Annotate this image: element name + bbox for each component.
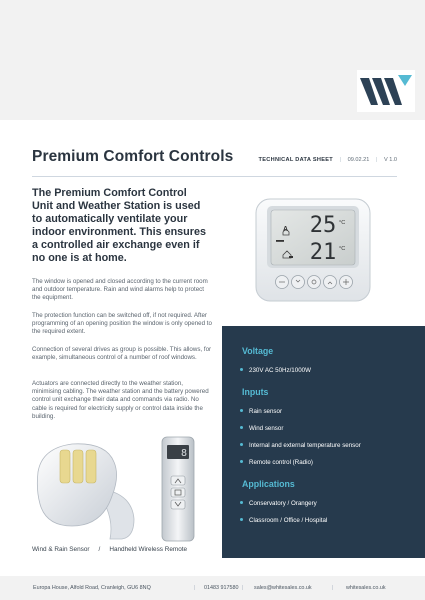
company-logo — [357, 70, 415, 112]
voltage-heading: Voltage — [242, 346, 274, 356]
footer-phone[interactable]: 01483 917580 — [204, 585, 239, 591]
bullet-icon — [240, 460, 243, 463]
doc-date: 09.02.21 — [347, 157, 370, 163]
spec-item: Classroom / Office / Hospital — [240, 517, 327, 524]
handheld-remote-image — [160, 436, 196, 542]
page-title: Premium Comfort Controls — [32, 148, 234, 165]
spec-item: Remote control (Radio) — [240, 459, 313, 466]
bullet-icon — [240, 518, 243, 521]
caption-remote: Handheld Wireless Remote — [109, 546, 188, 553]
inputs-heading: Inputs — [242, 387, 269, 397]
lcd-bottom-temperature: 21 — [309, 240, 337, 265]
document-meta — [259, 157, 397, 163]
footer-separator: | — [242, 585, 244, 591]
spec-item: Conservatory / Orangery — [240, 500, 317, 507]
thermostat-image — [253, 196, 373, 304]
bullet-icon — [240, 501, 243, 504]
specification-panel — [222, 326, 425, 558]
doc-version: V 1.0 — [383, 157, 397, 163]
caption-sensor: Wind & Rain Sensor — [32, 546, 90, 553]
bullet-icon — [240, 368, 243, 371]
lcd-unit-top: °C — [339, 220, 346, 226]
footer-separator: | — [332, 585, 334, 591]
footer-website[interactable]: whitesales.co.uk — [346, 585, 386, 591]
spec-item: 230V AC 50Hz/1000W — [240, 367, 311, 374]
spec-item: Wind sensor — [240, 425, 283, 432]
body-paragraph: Actuators are connected directly to the weather station, minimising cabling. The weather station and the battery powered control unit exchange their data and commands via radio. No cable is required for electricity supply or control data inside the building. — [32, 380, 209, 420]
applications-heading: Applications — [242, 479, 295, 489]
page-footer — [0, 576, 425, 600]
bullet-icon — [240, 426, 243, 429]
footer-separator: | — [194, 585, 196, 591]
meta-separator: | — [339, 157, 342, 163]
body-paragraph: Connection of several drives as group is possible. This allows, for example, simultaneous control of a number of roof windows. — [32, 346, 212, 362]
bullet-icon — [240, 443, 243, 446]
body-paragraph: The protection function can be switched off, if not required. After programming of an opening position the window is only opened to the required extent. — [32, 312, 212, 336]
document-header — [32, 148, 397, 177]
wind-rain-sensor-image — [30, 434, 140, 542]
remote-display-digit: 8 — [180, 448, 188, 459]
body-paragraph: The window is opened and closed according to the current room and outdoor temperature. Rain and wind alarms help to protect the equipment. — [32, 278, 208, 302]
bullet-icon — [240, 409, 243, 412]
product-captions — [32, 546, 187, 553]
lcd-mode-letter: A — [283, 226, 289, 233]
spec-item: Rain sensor — [240, 408, 282, 415]
lcd-unit-bottom: °C — [339, 246, 346, 252]
footer-email[interactable]: sales@whitesales.co.uk — [254, 585, 312, 591]
footer-address: Europa House, Alfold Road, Cranleigh, GU6 8NQ — [33, 585, 151, 591]
lcd-top-temperature: 25 — [309, 213, 337, 238]
meta-separator: | — [375, 157, 378, 163]
intro-paragraph: The Premium Comfort Control Unit and Weather Station is used to automatically ventilate your indoor environment. This ensures a controlled air exchange even if no one is at home. — [32, 187, 206, 264]
caption-separator: / — [98, 546, 101, 553]
spec-item: Internal and external temperature sensor — [240, 442, 361, 449]
doc-type-label: TECHNICAL DATA SHEET — [258, 157, 333, 163]
